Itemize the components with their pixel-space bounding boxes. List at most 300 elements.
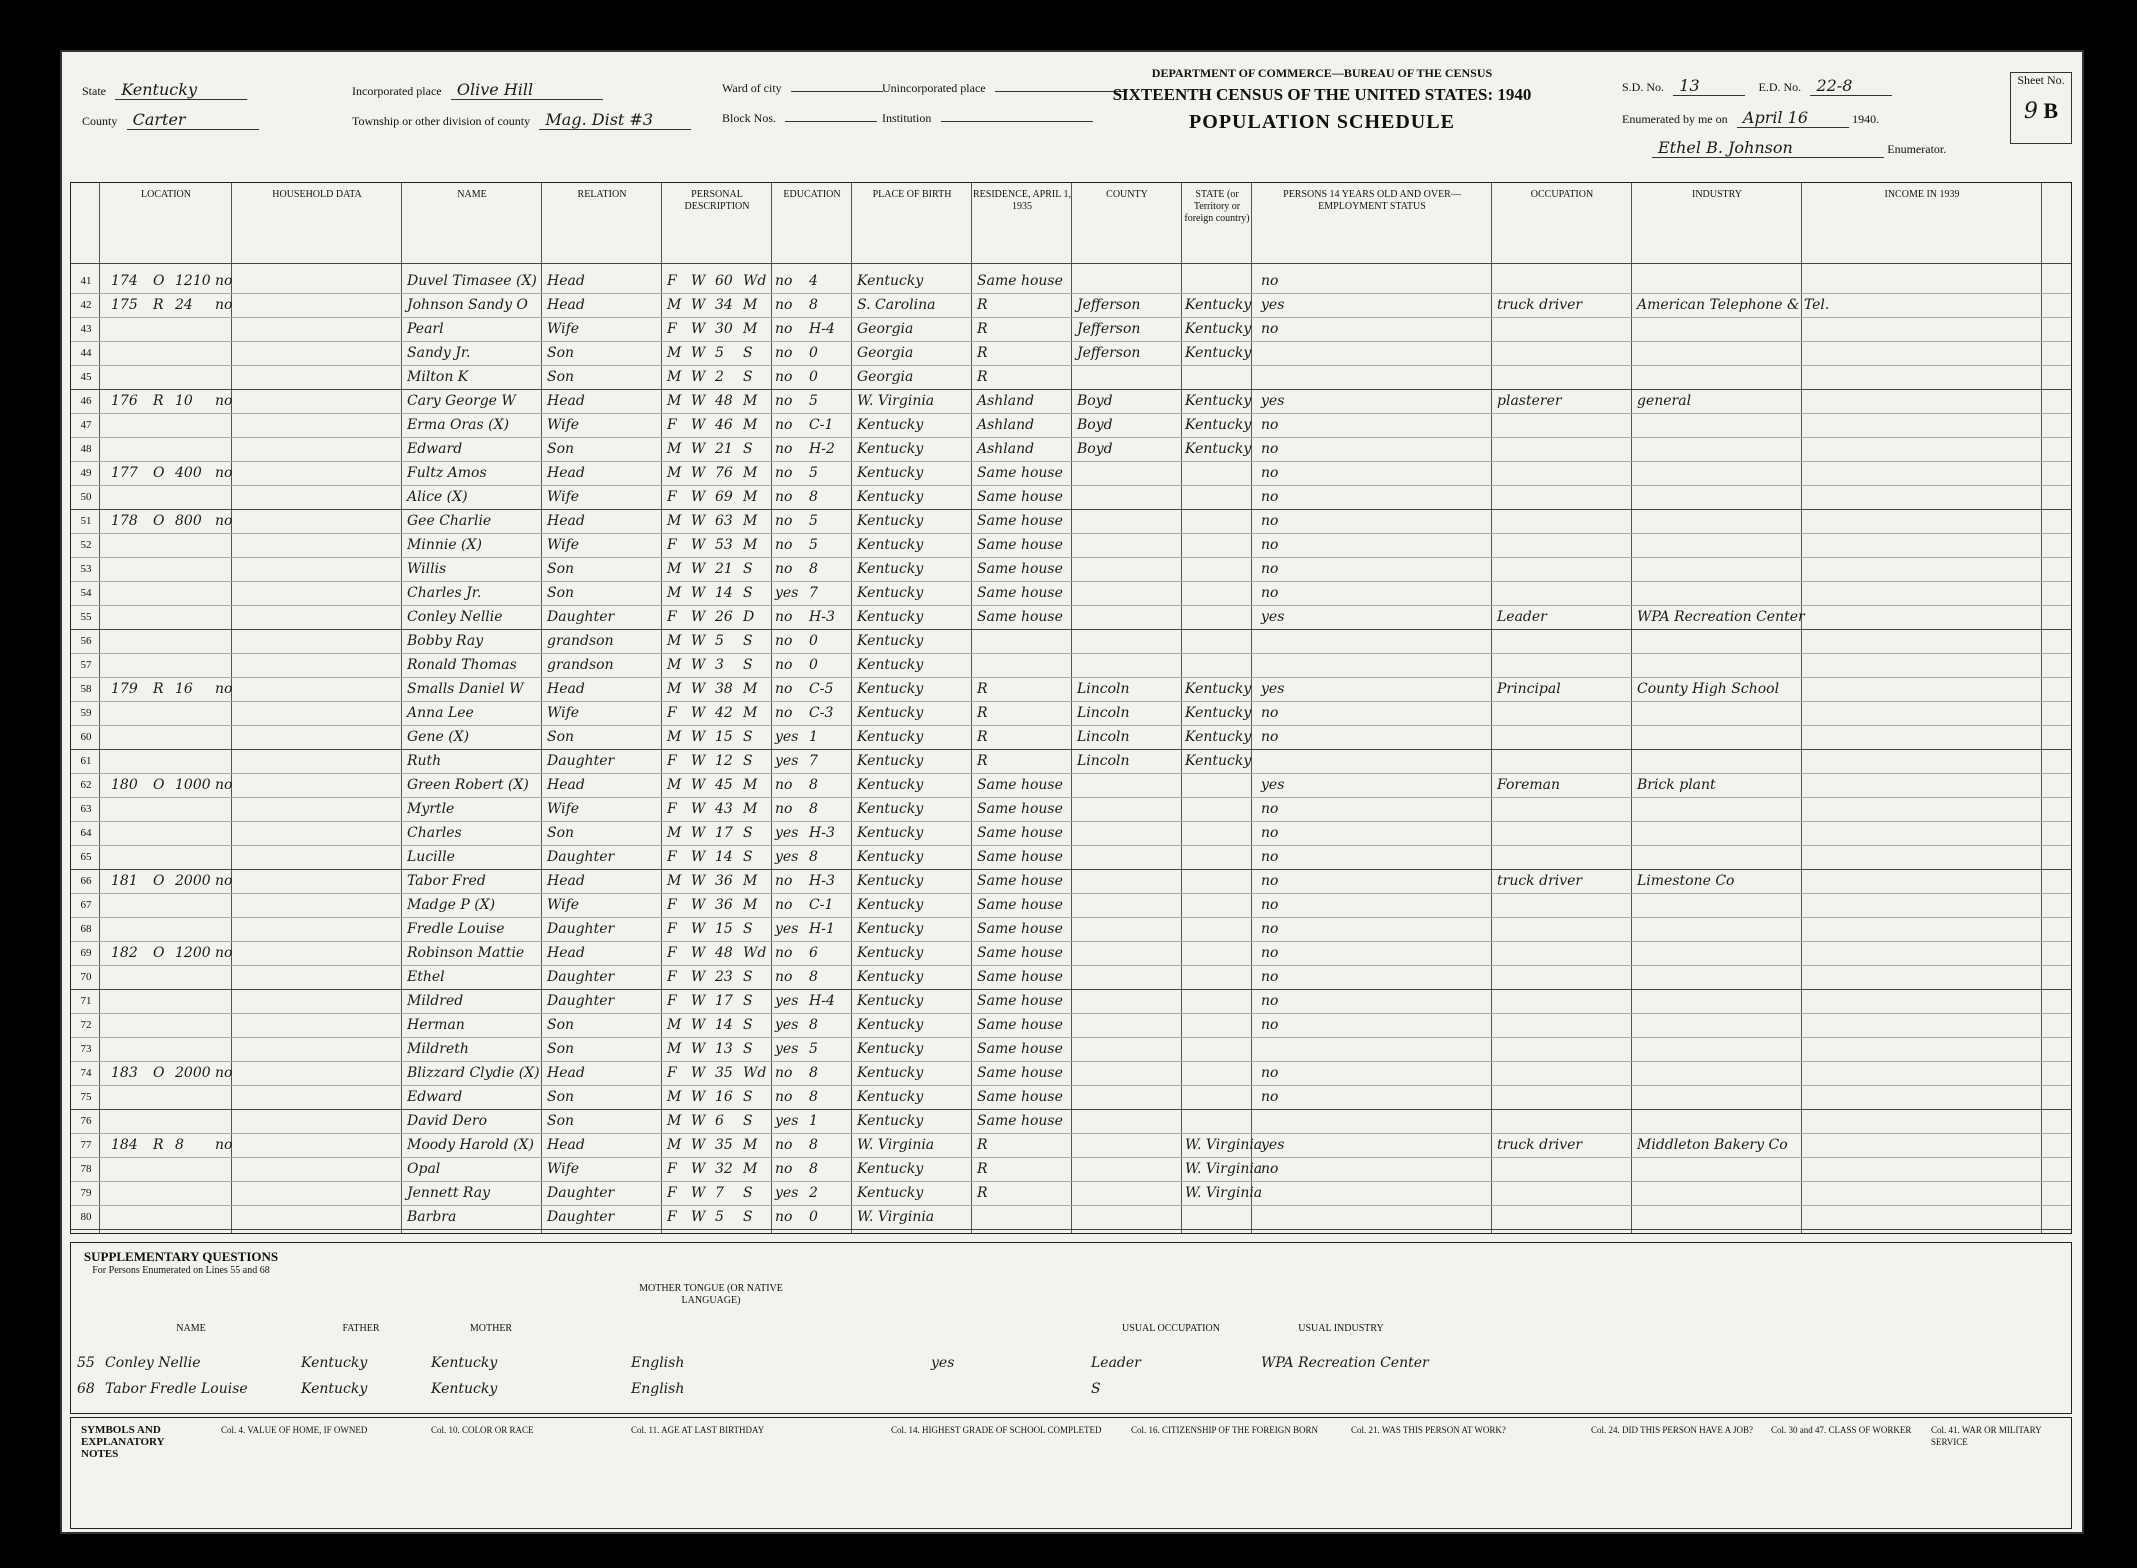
home-tenure [153, 533, 173, 557]
residence-1935: Same house [977, 1089, 1063, 1105]
race: W [691, 1089, 706, 1105]
household-number: 178 [111, 513, 138, 529]
industry [1637, 1061, 1797, 1085]
line-number: 60 [80, 731, 92, 743]
grade-completed: H-3 [809, 609, 835, 625]
age: 43 [715, 801, 733, 817]
at-work: no [1261, 465, 1279, 481]
age: 17 [715, 993, 733, 1009]
marital-status: M [743, 417, 758, 433]
school-attendance: no [775, 657, 793, 673]
age: 14 [715, 1017, 733, 1033]
residence-1935: Same house [977, 609, 1063, 625]
colhead-employment: PERSONS 14 YEARS OLD AND OVER—EMPLOYMENT STATUS [1283, 189, 1461, 212]
supp-language-label: MOTHER TONGUE (OR NATIVE LANGUAGE) [639, 1283, 783, 1306]
residence-county: Jefferson [1077, 321, 1141, 337]
supp-name: Conley Nellie [105, 1355, 201, 1371]
school-attendance: no [775, 1137, 793, 1153]
age: 5 [715, 1209, 724, 1225]
residence-state [1185, 869, 1249, 893]
relation: Head [547, 945, 585, 961]
farm-flag [215, 365, 235, 389]
occupation [1497, 1181, 1627, 1205]
residence-1935 [977, 629, 1069, 653]
supp-language: English [631, 1381, 685, 1397]
household-number [111, 1205, 151, 1229]
industry [1637, 629, 1797, 653]
home-value [175, 629, 215, 653]
residence-state [1185, 581, 1249, 605]
farm-flag [215, 1109, 235, 1133]
sex: F [667, 921, 677, 937]
incorporated-value: Olive Hill [451, 80, 603, 100]
line-number: 64 [80, 827, 92, 839]
sex: M [667, 681, 682, 697]
grade-completed: 0 [809, 633, 818, 649]
residence-state [1185, 773, 1249, 797]
farm-flag: no [215, 393, 233, 409]
residence-county [1077, 653, 1177, 677]
age: 16 [715, 1089, 733, 1105]
grade-completed: 7 [809, 753, 818, 769]
school-attendance: no [775, 1065, 793, 1081]
home-tenure: O [153, 465, 165, 481]
farm-flag: no [215, 873, 233, 889]
home-value [175, 413, 215, 437]
school-attendance: no [775, 681, 793, 697]
age: 42 [715, 705, 733, 721]
line-number: 42 [80, 299, 92, 311]
home-value [175, 653, 215, 677]
industry [1637, 965, 1797, 989]
age: 53 [715, 537, 733, 553]
age: 36 [715, 873, 733, 889]
industry [1637, 557, 1797, 581]
colhead-county: COUNTY [1106, 189, 1148, 200]
sex: M [667, 873, 682, 889]
population-grid [70, 182, 2072, 1234]
person-name: Milton K [407, 369, 469, 385]
school-attendance: no [775, 897, 793, 913]
farm-flag: no [215, 1137, 233, 1153]
grade-completed: 8 [809, 969, 818, 985]
birthplace: Kentucky [857, 1185, 924, 1201]
occupation [1497, 461, 1627, 485]
marital-status: S [743, 441, 753, 457]
person-name: Myrtle [407, 801, 455, 817]
at-work: no [1261, 945, 1279, 961]
person-name: Duvel Timasee (X) [407, 273, 537, 289]
home-value [175, 989, 215, 1013]
relation: Daughter [547, 1185, 615, 1201]
relation: Son [547, 1017, 575, 1033]
grade-completed: H-4 [809, 321, 835, 337]
home-tenure [153, 557, 173, 581]
age: 76 [715, 465, 733, 481]
race: W [691, 417, 706, 433]
residence-1935: Ashland [977, 417, 1035, 433]
farm-flag: no [215, 777, 233, 793]
residence-state [1185, 1061, 1249, 1085]
industry [1637, 1109, 1797, 1133]
person-name: Blizzard Clydie (X) [407, 1065, 540, 1081]
relation: Son [547, 561, 575, 577]
home-value [175, 1085, 215, 1109]
census-page [60, 50, 2084, 1534]
farm-flag [215, 605, 235, 629]
residence-1935: Same house [977, 489, 1063, 505]
birthplace: Kentucky [857, 1041, 924, 1057]
farm-flag [215, 893, 235, 917]
relation: Head [547, 297, 585, 313]
household-number: 183 [111, 1065, 138, 1081]
residence-1935: Same house [977, 969, 1063, 985]
household-number [111, 1037, 151, 1061]
occupation [1497, 1037, 1627, 1061]
home-value [175, 581, 215, 605]
grade-completed: 5 [809, 537, 818, 553]
at-work [1261, 341, 1301, 365]
household-number: 182 [111, 945, 138, 961]
line-number: 56 [80, 635, 92, 647]
birthplace: Kentucky [857, 825, 924, 841]
relation: Son [547, 1041, 575, 1057]
birthplace: Kentucky [857, 801, 924, 817]
occupation: Leader [1497, 609, 1547, 625]
line-number: 74 [80, 1067, 92, 1079]
industry [1637, 317, 1797, 341]
at-work: no [1261, 513, 1279, 529]
school-attendance: no [775, 273, 793, 289]
home-tenure [153, 317, 173, 341]
relation: Head [547, 513, 585, 529]
sex: M [667, 441, 682, 457]
person-name: Opal [407, 1161, 441, 1177]
person-name: Green Robert (X) [407, 777, 529, 793]
home-value [175, 365, 215, 389]
race: W [691, 1017, 706, 1033]
race: W [691, 705, 706, 721]
residence-1935: Same house [977, 513, 1063, 529]
birthplace: Kentucky [857, 849, 924, 865]
line-number: 75 [80, 1091, 92, 1103]
residence-1935: R [977, 369, 988, 385]
industry [1637, 533, 1797, 557]
sex: F [667, 1065, 677, 1081]
at-work [1261, 1205, 1301, 1229]
farm-flag [215, 1085, 235, 1109]
residence-state [1185, 269, 1249, 293]
marital-status: M [743, 681, 758, 697]
at-work: no [1261, 1017, 1279, 1033]
farm-flag [215, 845, 235, 869]
sex: M [667, 513, 682, 529]
home-tenure [153, 797, 173, 821]
race: W [691, 369, 706, 385]
enumerated-label: Enumerated by me on [1622, 112, 1728, 126]
age: 35 [715, 1065, 733, 1081]
occupation [1497, 749, 1627, 773]
residence-state: W. Virginia [1185, 1185, 1263, 1201]
farm-flag [215, 629, 235, 653]
farm-flag [215, 341, 235, 365]
home-tenure [153, 341, 173, 365]
line-number: 73 [80, 1043, 92, 1055]
person-name: Charles Jr. [407, 585, 482, 601]
relation: Son [547, 825, 575, 841]
age: 17 [715, 825, 733, 841]
race: W [691, 753, 706, 769]
birthplace: Kentucky [857, 945, 924, 961]
marital-status: M [743, 897, 758, 913]
residence-county [1077, 557, 1177, 581]
sex: M [667, 585, 682, 601]
supp-language: English [631, 1355, 685, 1371]
farm-flag: no [215, 465, 233, 481]
residence-1935: R [977, 345, 988, 361]
birthplace: Kentucky [857, 897, 924, 913]
colhead-personal: PERSONAL DESCRIPTION [684, 189, 750, 212]
race: W [691, 1041, 706, 1057]
industry: County High School [1637, 681, 1780, 697]
relation: Head [547, 273, 585, 289]
marital-status: S [743, 1017, 753, 1033]
home-value [175, 1109, 215, 1133]
marital-status: Wd [743, 273, 767, 289]
household-number [111, 341, 151, 365]
sheet-label: Sheet No. [2017, 73, 2065, 87]
residence-county: Boyd [1077, 393, 1113, 409]
county-field [82, 110, 259, 130]
grade-completed: H-2 [809, 441, 835, 457]
home-tenure [153, 1109, 173, 1133]
farm-flag [215, 725, 235, 749]
residence-state [1185, 821, 1249, 845]
birthplace: Kentucky [857, 969, 924, 985]
residence-county [1077, 965, 1177, 989]
home-tenure [153, 1205, 173, 1229]
occupation [1497, 629, 1627, 653]
marital-status: M [743, 537, 758, 553]
farm-flag [215, 1205, 235, 1229]
residence-state [1185, 485, 1249, 509]
grade-completed: H-4 [809, 993, 835, 1009]
residence-county: Jefferson [1077, 345, 1141, 361]
home-tenure [153, 917, 173, 941]
school-attendance: yes [775, 849, 799, 865]
residence-1935: R [977, 1137, 988, 1153]
residence-county [1077, 1085, 1177, 1109]
person-name: Fredle Louise [407, 921, 505, 937]
household-number [111, 701, 151, 725]
occupation [1497, 557, 1627, 581]
colhead-income: INCOME IN 1939 [1884, 189, 1960, 200]
incorporated-field [352, 80, 603, 100]
supp-social-security [931, 1377, 971, 1401]
grade-completed: 0 [809, 345, 818, 361]
household-number: 175 [111, 297, 138, 313]
at-work: no [1261, 441, 1279, 457]
residence-1935 [977, 1205, 1069, 1229]
at-work: no [1261, 1089, 1279, 1105]
sex: M [667, 1089, 682, 1105]
industry [1637, 1205, 1797, 1229]
unincorporated-label: Unincorporated place [882, 81, 986, 95]
birthplace: Georgia [857, 321, 914, 337]
household-number [111, 989, 151, 1013]
residence-state [1185, 365, 1249, 389]
line-number: 62 [80, 779, 92, 791]
person-name: Pearl [407, 321, 444, 337]
relation: Head [547, 681, 585, 697]
school-attendance: no [775, 561, 793, 577]
industry [1637, 797, 1797, 821]
township-label: Township or other division of county [352, 114, 531, 128]
residence-county [1077, 941, 1177, 965]
residence-1935: R [977, 681, 988, 697]
person-name: Charles [407, 825, 462, 841]
marital-status: S [743, 561, 753, 577]
home-value [175, 317, 215, 341]
residence-state: Kentucky [1185, 441, 1252, 457]
home-value [175, 341, 215, 365]
school-attendance: yes [775, 825, 799, 841]
person-name: Gee Charlie [407, 513, 492, 529]
age: 12 [715, 753, 733, 769]
school-attendance: yes [775, 1017, 799, 1033]
residence-state [1185, 1109, 1249, 1133]
grade-completed: 8 [809, 1137, 818, 1153]
residence-county [1077, 1205, 1177, 1229]
home-tenure: R [153, 393, 164, 409]
residence-1935: Same house [977, 921, 1063, 937]
race: W [691, 873, 706, 889]
marital-status: S [743, 729, 753, 745]
industry [1637, 581, 1797, 605]
line-number: 76 [80, 1115, 92, 1127]
residence-state [1185, 1013, 1249, 1037]
sex: F [667, 489, 677, 505]
residence-county [1077, 605, 1177, 629]
marital-status: M [743, 1137, 758, 1153]
age: 2 [715, 369, 724, 385]
residence-1935: Same house [977, 585, 1063, 601]
residence-county [1077, 869, 1177, 893]
residence-1935: R [977, 705, 988, 721]
sd-label: S.D. No. [1622, 80, 1665, 94]
occupation [1497, 1085, 1627, 1109]
relation: Head [547, 1065, 585, 1081]
grade-completed: 5 [809, 465, 818, 481]
note-col41: Col. 41. WAR OR MILITARY SERVICE [1931, 1425, 2042, 1447]
grade-completed: 7 [809, 585, 818, 601]
residence-county: Lincoln [1077, 681, 1130, 697]
state-label: State [82, 84, 106, 98]
occupation [1497, 653, 1627, 677]
residence-county [1077, 893, 1177, 917]
person-name: Moody Harold (X) [407, 1137, 534, 1153]
notes-section [70, 1417, 2072, 1529]
age: 48 [715, 393, 733, 409]
grade-completed: 8 [809, 489, 818, 505]
supp-usual-industry [1261, 1377, 1431, 1401]
industry [1637, 893, 1797, 917]
farm-flag [215, 437, 235, 461]
residence-state [1185, 533, 1249, 557]
supp-usual-occ-label: USUAL OCCUPATION [1122, 1323, 1220, 1334]
person-name: Bobby Ray [407, 633, 484, 649]
incorporated-label: Incorporated place [352, 84, 442, 98]
line-number: 67 [80, 899, 92, 911]
marital-status: M [743, 321, 758, 337]
ed-label: E.D. No. [1758, 80, 1802, 94]
school-attendance: no [775, 321, 793, 337]
household-number [111, 653, 151, 677]
home-tenure [153, 1037, 173, 1061]
enumerated-field [1622, 108, 1885, 128]
ward-label: Ward of city [722, 81, 782, 95]
race: W [691, 801, 706, 817]
school-attendance: no [775, 1209, 793, 1225]
age: 21 [715, 441, 733, 457]
year: 1940. [1852, 112, 1880, 126]
grade-completed: H-1 [809, 921, 835, 937]
residence-county [1077, 1037, 1177, 1061]
line-number: 53 [80, 563, 92, 575]
line-number: 66 [80, 875, 92, 887]
birthplace: Kentucky [857, 489, 924, 505]
person-name: Ruth [407, 753, 442, 769]
age: 15 [715, 729, 733, 745]
household-number: 179 [111, 681, 138, 697]
age: 14 [715, 585, 733, 601]
at-work: no [1261, 561, 1279, 577]
at-work: yes [1261, 297, 1285, 313]
at-work: no [1261, 969, 1279, 985]
home-value [175, 917, 215, 941]
census-title: SIXTEENTH CENSUS OF THE UNITED STATES: 1940 [1112, 85, 1532, 104]
residence-1935: Same house [977, 1017, 1063, 1033]
farm-flag [215, 653, 235, 677]
sex: F [667, 273, 677, 289]
birthplace: Kentucky [857, 513, 924, 529]
age: 38 [715, 681, 733, 697]
industry [1637, 461, 1797, 485]
industry [1637, 653, 1797, 677]
note-col30: Col. 30 and 47. CLASS OF WORKER [1771, 1425, 1912, 1435]
residence-county [1077, 797, 1177, 821]
grade-completed: C-1 [809, 417, 834, 433]
enumerator-name: Ethel B. Johnson [1652, 138, 1884, 158]
home-value [175, 797, 215, 821]
person-name: Madge P (X) [407, 897, 496, 913]
home-tenure [153, 965, 173, 989]
block-field [722, 110, 877, 126]
supp-father-birthplace: Kentucky [301, 1381, 368, 1397]
occupation [1497, 269, 1627, 293]
home-tenure [153, 893, 173, 917]
household-number [111, 1109, 151, 1133]
supp-name: Tabor Fredle Louise [105, 1381, 248, 1397]
farm-flag [215, 485, 235, 509]
birthplace: Kentucky [857, 1089, 924, 1105]
line-number: 43 [80, 323, 92, 335]
school-attendance: no [775, 489, 793, 505]
birthplace: Kentucky [857, 921, 924, 937]
residence-state: W. Virginia [1185, 1137, 1263, 1153]
industry [1637, 917, 1797, 941]
race: W [691, 321, 706, 337]
